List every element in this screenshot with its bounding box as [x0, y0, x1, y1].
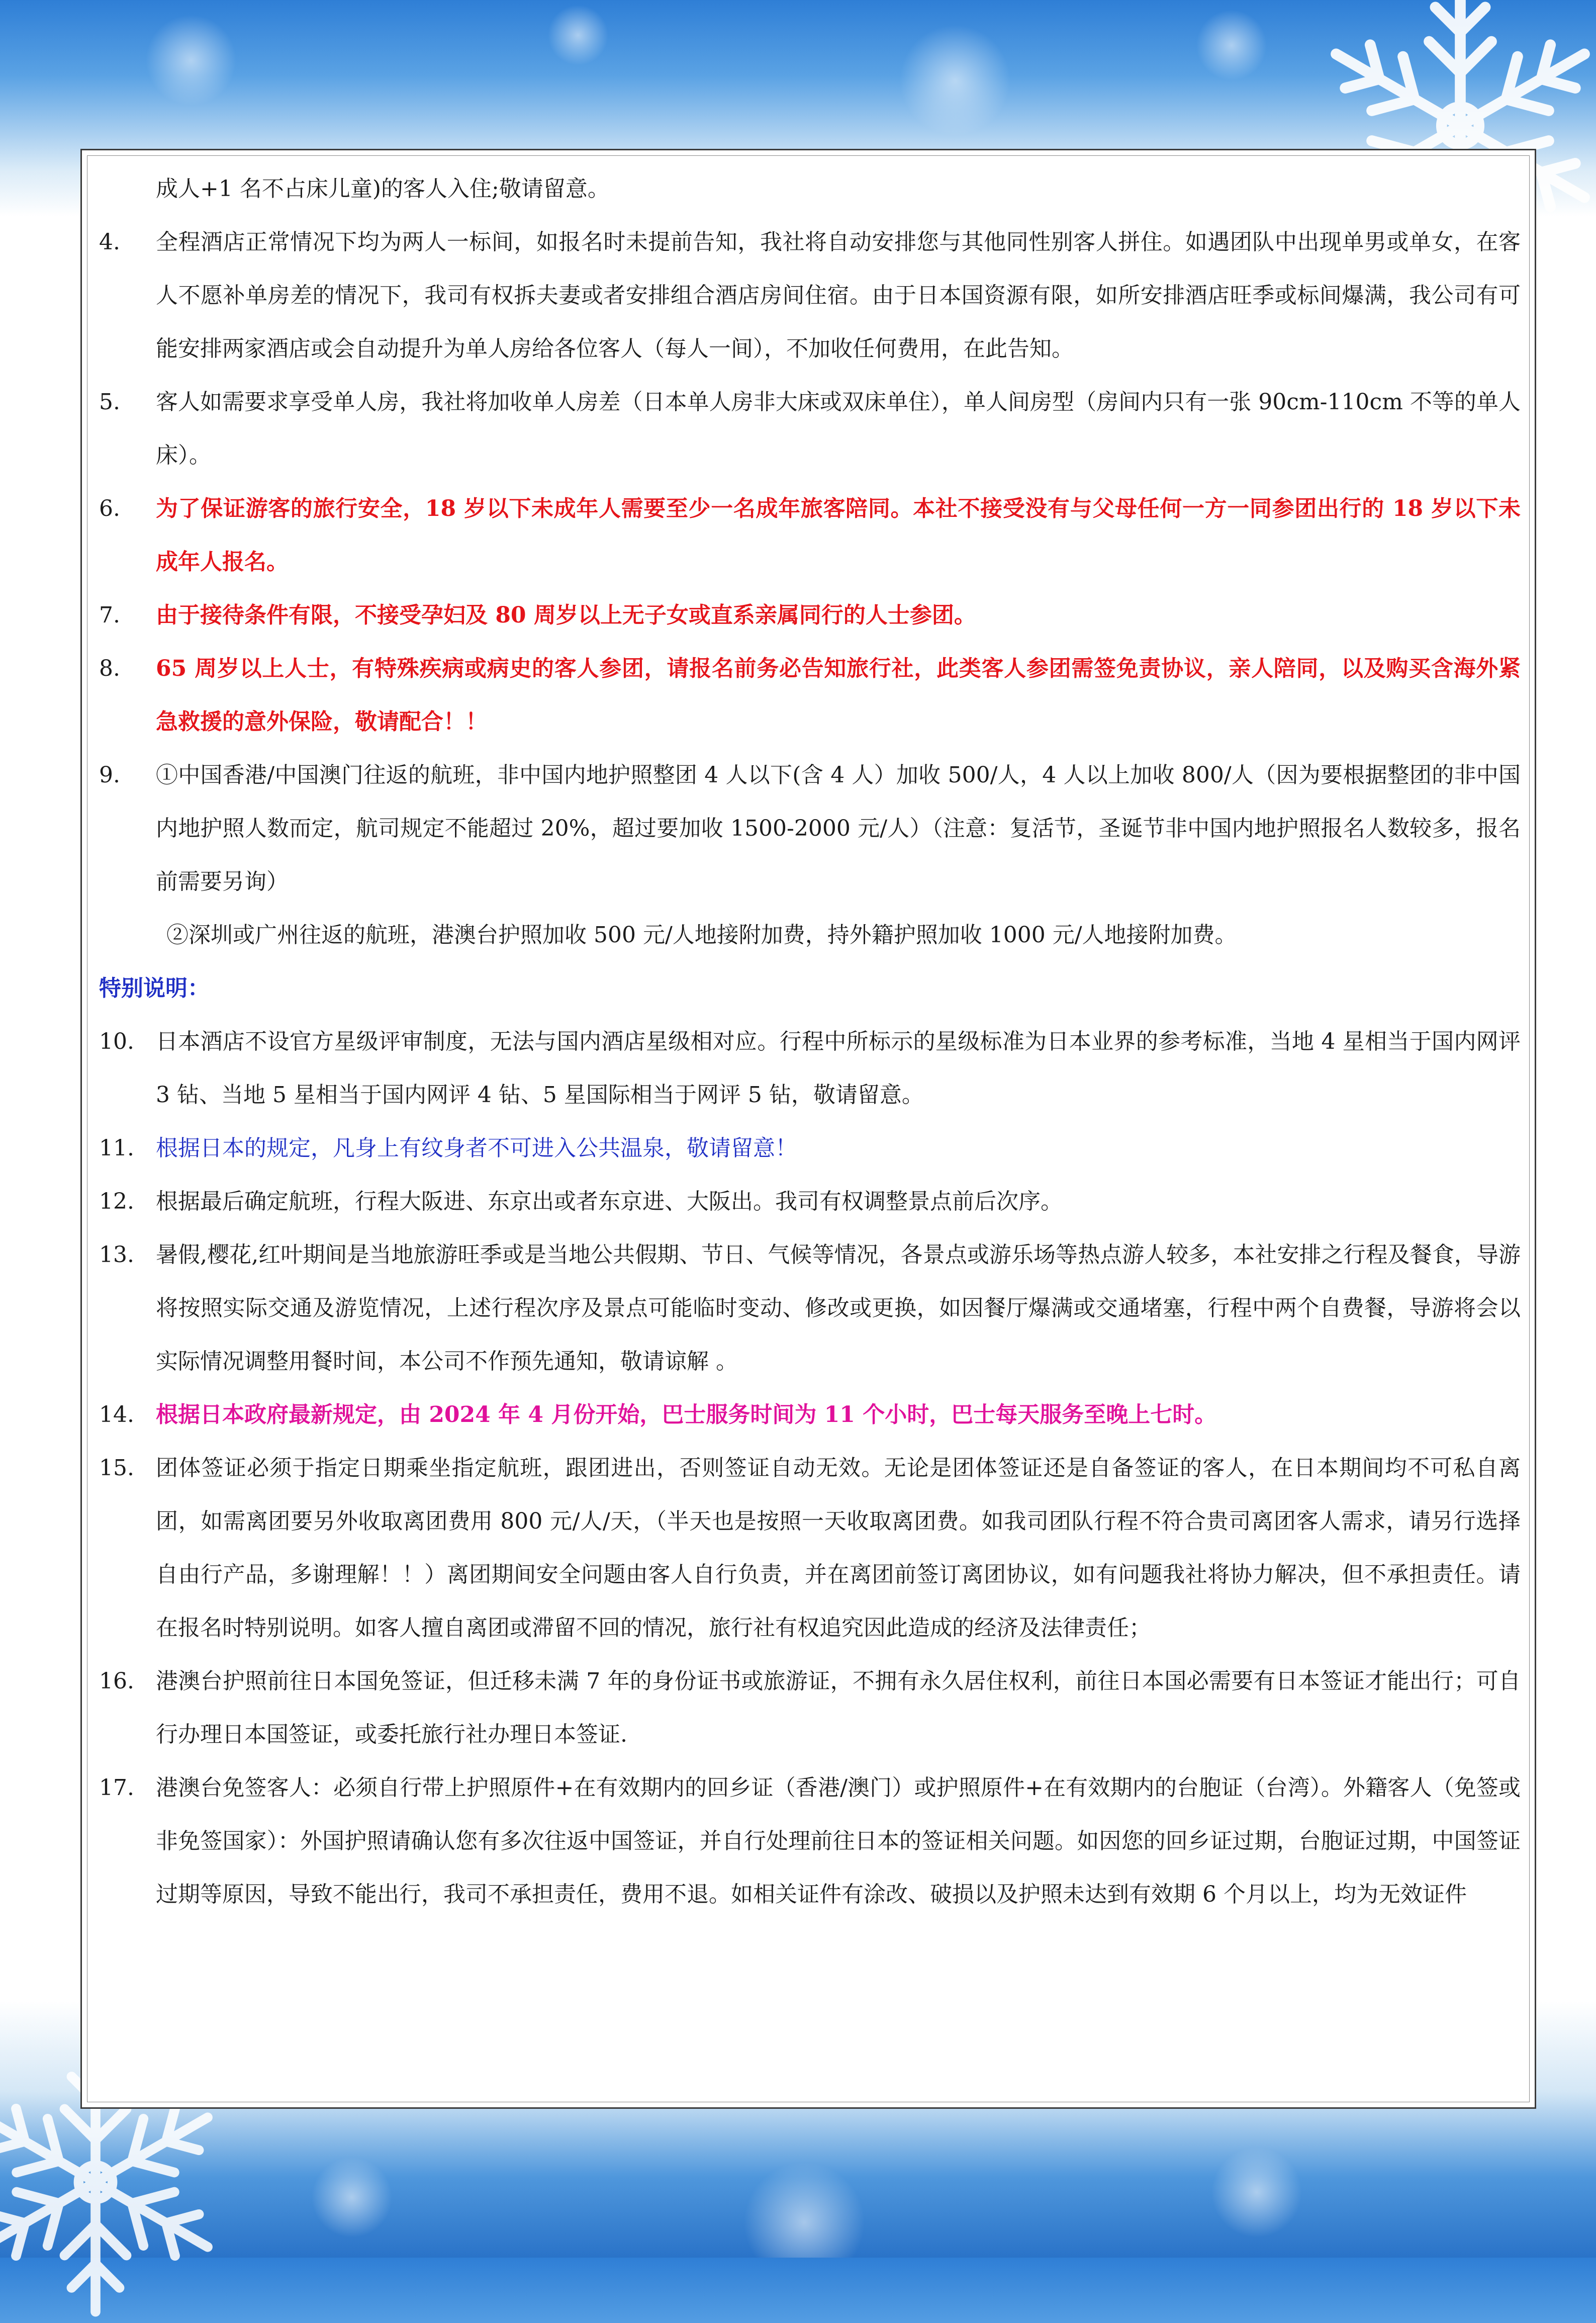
- list-item: 6. 为了保证游客的旅行安全，18 岁以下未成年人需要至少一名成年旅客陪同。本社不接受没有与父母任何一方一同参团出行的 18 岁以下未成年人报名。: [99, 496, 1521, 575]
- list-item: 成人+1 名不占床儿童)的客人入住;敬请留意。: [156, 176, 610, 202]
- list-item: 17. 港澳台免签客人：必须自行带上护照原件+在有效期内的回乡证（香港/澳门）或护照原件+在有效期内的台胞证（台湾）。外籍客人（免签或非免签国家）：外国护照请确认您有多次往返中国签证，并自行处理前往日本的签证相关问题。如因您的回乡证过期，台胞证过期，中国签证过期等原因，导致不能出行，我司不承担责任，费用不退。如相关证件有涂改、破损以及护照未达到有效期 6 个月以上，均为无效证件: [99, 1775, 1521, 1907]
- list-item: 14. 根据日本政府最新规定，由 2024 年 4 月份开始，巴士服务时间为 11 个小时，巴士每天服务至晚上七时。: [99, 1402, 1217, 1427]
- list-item: 7. 由于接待条件有限，不接受孕妇及 80 周岁以上无子女或直系亲属同行的人士参团。: [99, 602, 976, 628]
- list-item: 15. 团体签证必须于指定日期乘坐指定航班，跟团进出，否则签证自动无效。无论是团体签证还是自备签证的客人，在日本期间均不可私自离团，如需离团要另外收取离团费用 800 元/人/天，（半天也是按照一天收取离团费。如我司团队行程不符合贵司离团客人需求，请另行选择自由行产品，多谢理解！！）离团期间安全问题由客人自行负责，并在离团前签订离团协议，如有问题我社将协力解决，但不承担责任。请在报名时特别说明。如客人擅自离团或滞留不回的情况，旅行社有权追究因此造成的经济及法律责任；: [99, 1455, 1521, 1641]
- list-item: 13. 暑假,樱花,红叶期间是当地旅游旺季或是当地公共假期、节日、气候等情况，各景点或游乐场等热点游人较多，本社安排之行程及餐食，导游将按照实际交通及游览情况，上述行程次序及景点可能临时变动、修改或更换，如因餐厅爆满或交通堵塞，行程中两个自费餐，导游将会以实际情况调整用餐时间，本公司不作预先通知，敬请谅解 。: [99, 1242, 1521, 1374]
- notes-list: [99, 162, 1521, 1921]
- list-item: 9. ①中国香港/中国澳门往返的航班，非中国内地护照整团 4 人以下(含 4 人）加收 500/人，4 人以上加收 800/人（因为要根据整团的非中国内地护照人数而定，航司规定不能超过 20%，超过要加收 1500-2000 元/人）（注意：复活节，圣诞节非中国内地护照报名人数较多，报名前需要另询）: [99, 762, 1521, 895]
- list-item: 10. 日本酒店不设官方星级评审制度，无法与国内酒店星级相对应。行程中所标示的星级标准为日本业界的参考标准，当地 4 星相当于国内网评 3 钻、当地 5 星相当于国内网评 4 钻、5 星国际相当于网评 5 钻，敬请留意。: [99, 1029, 1521, 1108]
- list-item: 4. 全程酒店正常情况下均为两人一标间，如报名时未提前告知，我社将自动安排您与其他同性别客人拼住。如遇团队中出现单男或单女，在客人不愿补单房差的情况下，我司有权拆夫妻或者安排组合酒店房间住宿。由于日本国资源有限，如所安排酒店旺季或标间爆满，我公司有可能安排两家酒店或会自动提升为单人房给各位客人（每人一间），不加收任何费用，在此告知。: [99, 229, 1521, 362]
- list-item: ②深圳或广州往返的航班，港澳台护照加收 500 元/人地接附加费，持外籍护照加收 1000 元/人地接附加费。: [166, 922, 1237, 948]
- list-item: 8. 65 周岁以上人士，有特殊疾病或病史的客人参团，请报名前务必告知旅行社，此类客人参团需签免责协议，亲人陪同，以及购买含海外紧急救援的意外保险，敬请配合！！: [99, 656, 1521, 735]
- list-item: 5. 客人如需要求享受单人房，我社将加收单人房差（日本单人房非大床或双床单住），单人间房型（房间内只有一张 90cm-110cm 不等的单人床）。: [99, 389, 1521, 468]
- list-item: 11. 根据日本的规定，凡身上有纹身者不可进入公共温泉，敬请留意！: [99, 1135, 797, 1161]
- document-page: [80, 149, 1536, 2109]
- list-item: 16. 港澳台护照前往日本国免签证，但迁移未满 7 年的身份证书或旅游证，不拥有永久居住权利，前往日本国必需要有日本签证才能出行；可自行办理日本国签证，或委托旅行社办理日本签证.: [99, 1668, 1521, 1747]
- section-heading: 特别说明：: [99, 975, 210, 1001]
- list-item: 12. 根据最后确定航班，行程大阪进、东京出或者东京进、大阪出。我司有权调整景点前后次序。: [99, 1189, 1063, 1214]
